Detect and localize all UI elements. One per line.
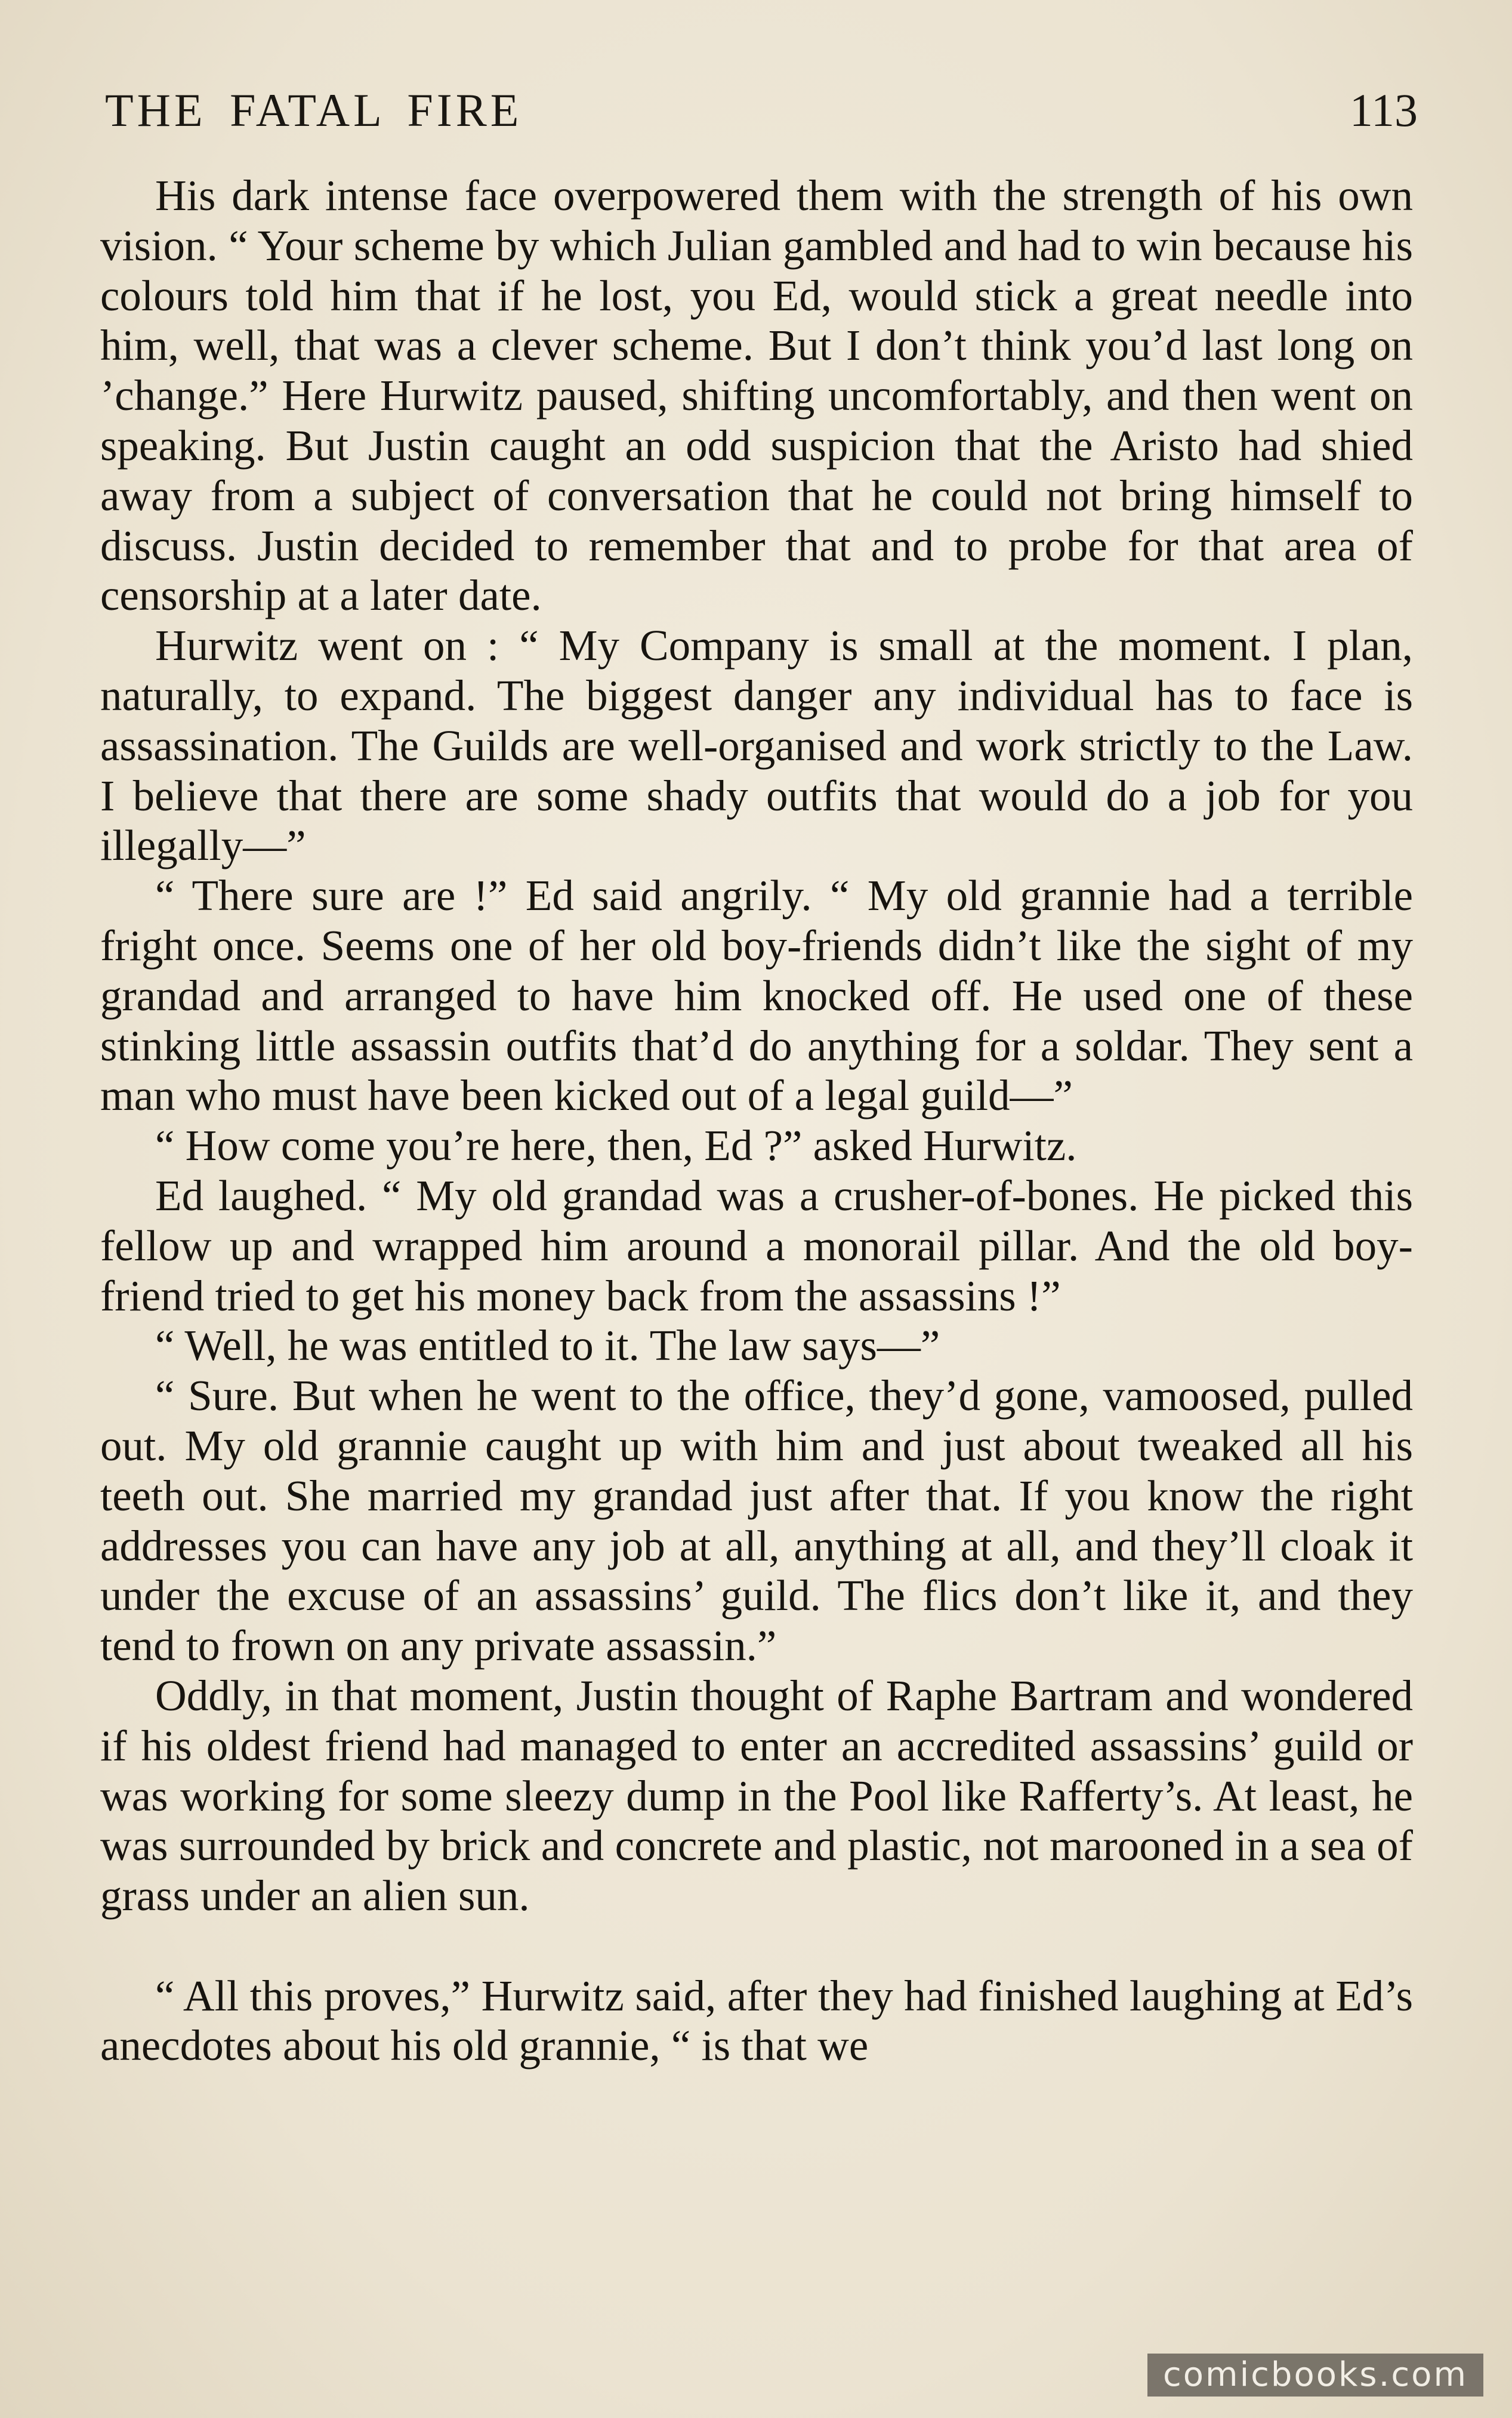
paragraph: “ How come you’re here, then, Ed ?” asked Hurwitz. [155,1121,1077,1170]
paragraph: “ All this proves,” Hurwitz said, after they had finished laughing at Ed’s anecdotes about his old grannie, “ is that we [100,1971,1413,2070]
page-header [105,72,1418,137]
paragraph: Oddly, in that moment, Justin thought of Raphe Bartram and wondered if his oldest friend had managed to enter an accredited assassins’ guild or was working for some sleezy dump in the Pool like Rafferty’s. At least, he was surrounded by brick and concrete and plastic, not marooned in a sea of grass under an alien sun. [100,1671,1413,1920]
watermark: comicbooks.com [1147,2354,1483,2397]
paragraph: Ed laughed. “ My old grandad was a crusher-of-bones. He picked this fellow up and wrapped him around a monorail pillar. And the old boy-friend tried to get his money back from the assassins !” [100,1171,1413,1320]
paragraph: His dark intense face overpowered them with the strength of his own vision. “ Your scheme by which Julian gambled and had to win because his colours told him that if he lost, you Ed, would stick a great needle into him, well, that was a clever scheme. But I don’t think you’d last long on ’change.” Here Hurwitz paused, shifting uncomfortably, and then went on speaking. But Justin caught an odd suspicion that the Aristo had shied away from a subject of conversation that he could not bring himself to discuss. Justin decided to remember that and to probe for that area of censorship at a later date. [100,171,1413,620]
paragraph: “ Sure. But when he went to the office, they’d gone, vamoosed, pulled out. My old grannie caught up with him and just about tweaked all his teeth out. She married my grandad just after that. If you know the right addresses you can have any job at all, anything at all, and they’ll cloak it under the excuse of an assassins’ guild. The flics don’t like it, and they tend to frown on any private assassin.” [100,1371,1413,1670]
body-text [100,171,1413,2071]
paragraph: Hurwitz went on : “ My Company is small at the moment. I plan, naturally, to expand. The biggest danger any individual has to face is assassination. The Guilds are well-organised and work strictly to the Law. I believe that there are some shady outfits that would do a job for you illegally—” [100,621,1413,870]
paragraph: “ Well, he was entitled to it. The law says—” [155,1321,940,1370]
running-title: THE FATAL FIRE [105,84,523,136]
paragraph: “ There sure are !” Ed said angrily. “ My old grannie had a terrible fright once. Seems one of her old boy-friends didn’t like the sight of my grandad and arranged to have him knocked off. He used one of these stinking little assassin outfits that’d do anything for a soldar. They sent a man who must have been kicked out of a legal guild—” [100,871,1413,1120]
page-number: 113 [1349,84,1418,136]
